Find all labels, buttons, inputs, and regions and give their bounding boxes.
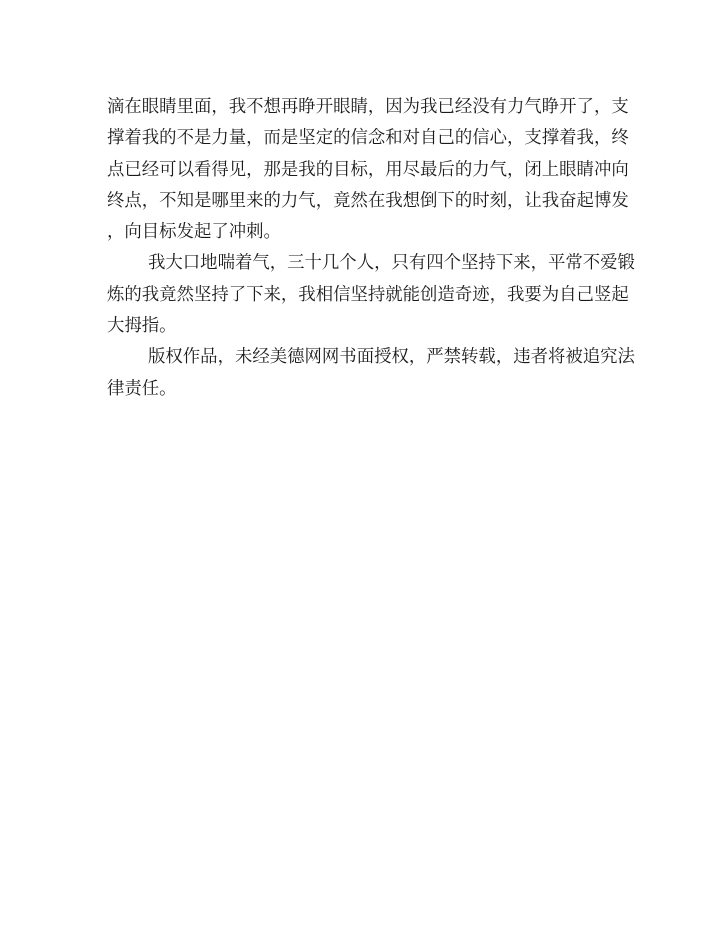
text-line: 我大口地喘着气，三十几个人，只有四个坚持下来，平常不爱锻 (148, 253, 635, 274)
text-line: 律责任。 (107, 378, 177, 399)
paragraph-3 (107, 342, 635, 405)
text-line: 终点，不知是哪里来的力气，竟然在我想倒下的时刻，让我奋起博发 (107, 190, 629, 211)
text-line: 点已经可以看得见，那是我的目标，用尽最后的力气，闭上眼睛冲向 (107, 159, 629, 180)
text-line: 炼的我竟然坚持了下来，我相信坚持就能创造奇迹，我要为自己竖起 (107, 284, 629, 305)
paragraph-1 (107, 92, 629, 248)
document-body (107, 92, 635, 405)
text-line: 大拇指。 (107, 316, 177, 337)
paragraph-2 (107, 248, 635, 342)
text-line: ，向目标发起了冲刺。 (107, 222, 281, 243)
text-line: 滴在眼睛里面，我不想再睁开眼睛，因为我已经没有力气睁开了，支 (107, 97, 629, 117)
text-line: 版权作品，未经美德网网书面授权，严禁转载，违者将被追究法 (148, 347, 635, 368)
text-line: 撑着我的不是力量，而是坚定的信念和对自己的信心，支撑着我，终 (107, 128, 629, 149)
